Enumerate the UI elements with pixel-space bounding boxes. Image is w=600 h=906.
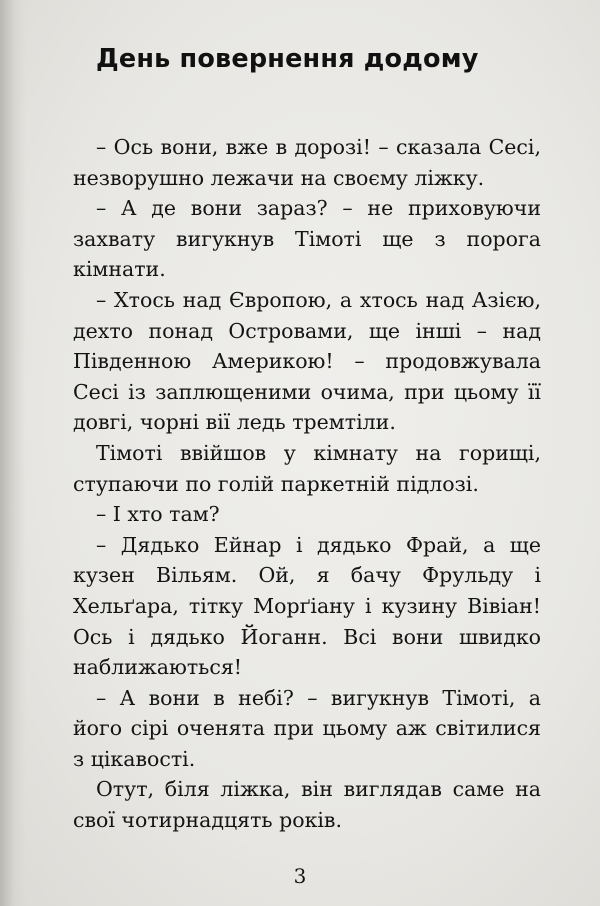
body-text <box>73 132 541 836</box>
chapter-title: День повернення додому <box>96 44 479 74</box>
page-gutter-shadow <box>0 0 26 906</box>
paragraph: – Хтось над Європою, а хтось над Азією, дехто понад Островами, ще інші – над Південною Америкою! – продовжувала Сесі із заплющеними очима, при цьому її довгі, чорні вії ледь тремтіли. <box>73 287 541 435</box>
paragraph: – А вони в небі? – вигукнув Тімоті, а його сірі оченята при цьому аж світилися з цікавості. <box>73 685 541 771</box>
paragraph: – А де вони зараз? – не приховуючи захвату вигукнув Тімоті ще з порога кімнати. <box>73 196 541 282</box>
page-number: 3 <box>293 864 307 888</box>
paragraph: Отут, біля ліжка, він виглядав саме на свої чотирнадцять років. <box>73 777 541 833</box>
paragraph: – Ось вони, вже в дорозі! – сказала Сесі, незворушно лежачи на своєму ліжку. <box>73 135 541 190</box>
paragraph: Тімоті ввійшов у кімнату на горищі, ступаючи по голій паркетній підлозі. <box>73 440 541 496</box>
paragraph: – І хто там? <box>96 502 220 527</box>
paragraph: – Дядько Ейнар і дядько Фрай, а ще кузен Вільям. Ой, я бачу Фрульду і Хельґара, тітку Морґіану і кузину Вівіан! Ось і дядько Йоганн. Всі вони швидко наближаються! <box>73 532 541 680</box>
